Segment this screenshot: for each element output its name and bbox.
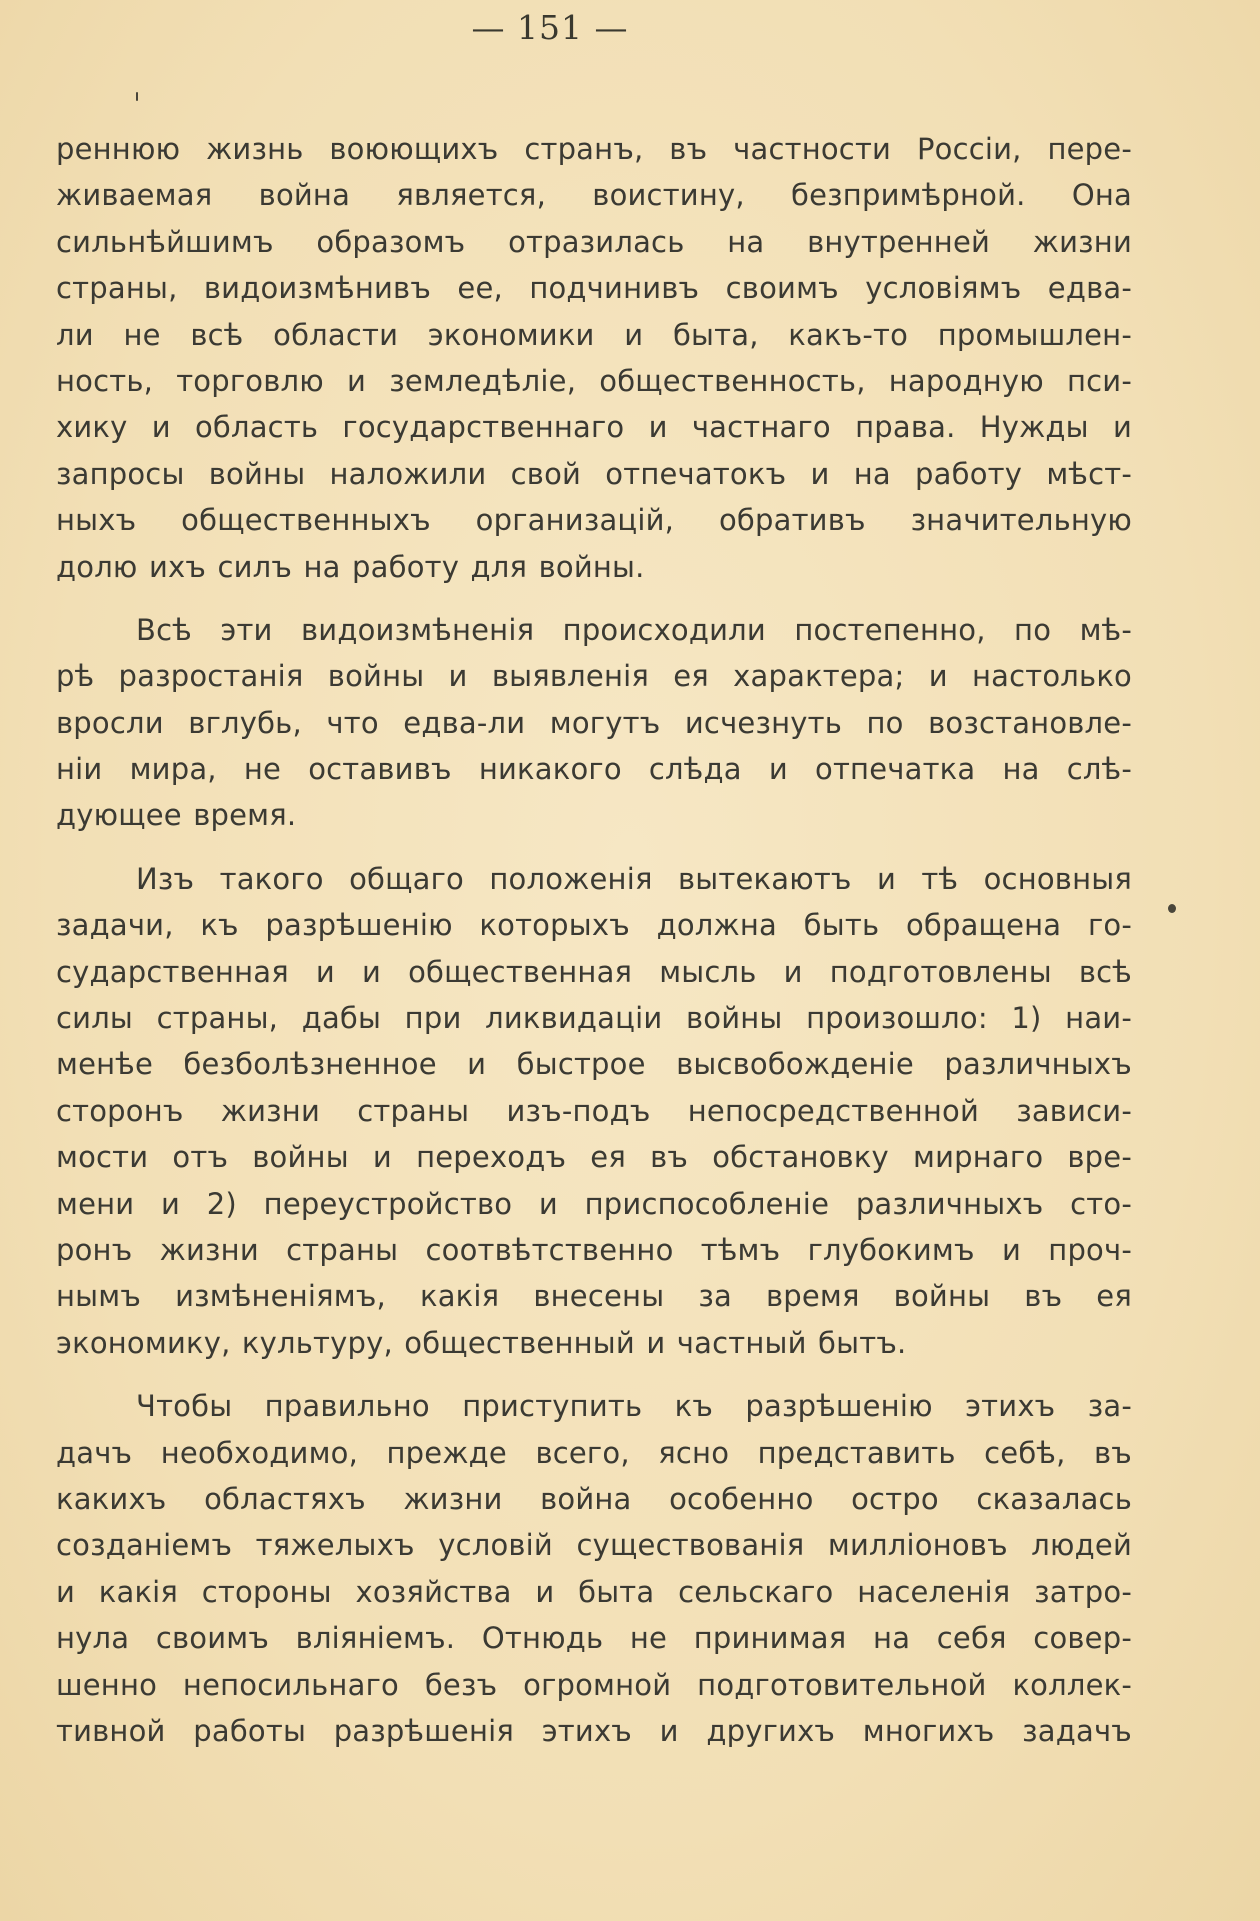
text-line: Изъ такого общаго положенія вытекаютъ и тѣ основныя xyxy=(136,861,1132,896)
body-text xyxy=(56,126,1132,1754)
text-line: ныхъ общественныхъ организацій, обративъ значительную xyxy=(56,503,1132,538)
text-line: ность, торговлю и земледѣліе, общественность, народную пси- xyxy=(56,363,1132,398)
text-line: ронъ жизни страны соотвѣтственно тѣмъ глубокимъ и проч- xyxy=(56,1232,1132,1267)
text-line: хику и область государственнаго и частнаго права. Нужды и xyxy=(56,410,1132,445)
text-line: и какія стороны хозяйства и быта сельскаго населенія затро- xyxy=(56,1574,1132,1609)
text-line: ніи мира, не оставивъ никакого слѣда и отпечатка на слѣ- xyxy=(56,752,1132,787)
text-line: страны, видоизмѣнивъ ее, подчинивъ своимъ условіямъ едва- xyxy=(56,271,1132,306)
text-line: живаемая война является, воистину, безпримѣрной. Она xyxy=(56,178,1132,213)
ink-speck xyxy=(136,92,138,101)
text-line: менѣе безболѣзненное и быстрое высвобожденіе различныхъ xyxy=(56,1047,1132,1082)
text-line: какихъ областяхъ жизни война особенно остро сказалась xyxy=(56,1481,1132,1516)
text-line: ли не всѣ области экономики и быта, какъ-то промышлен- xyxy=(56,317,1132,352)
ink-speck xyxy=(1168,904,1176,913)
text-line: дачъ необходимо, прежде всего, ясно представить себѣ, въ xyxy=(56,1435,1132,1470)
page-number: — 151 — xyxy=(471,8,629,47)
paragraph-2 xyxy=(56,607,1132,839)
text-line: нымъ измѣненіямъ, какія внесены за время войны въ ея xyxy=(56,1279,1132,1314)
paragraph-1 xyxy=(56,126,1132,590)
text-line: шенно непосильнаго безъ огромной подготовительной коллек- xyxy=(56,1667,1132,1702)
text-line: Всѣ эти видоизмѣненія происходили постепенно, по мѣ- xyxy=(136,612,1132,647)
text-line: сударственная и и общественная мысль и подготовлены всѣ xyxy=(56,954,1132,989)
text-line: созданіемъ тяжелыхъ условій существованія милліоновъ людей xyxy=(56,1528,1132,1563)
text-line: задачи, къ разрѣшенію которыхъ должна быть обращена го- xyxy=(56,908,1132,943)
text-line: нула своимъ вліяніемъ. Отнюдь не принимая на себя совер- xyxy=(56,1621,1132,1656)
text-line: вросли вглубь, что едва-ли могутъ исчезнуть по возстановле- xyxy=(56,705,1132,740)
text-line: запросы войны наложили свой отпечатокъ и на работу мѣст- xyxy=(56,456,1132,491)
text-line: экономику, культуру, общественный и частный бытъ. xyxy=(56,1325,907,1360)
text-line: долю ихъ силъ на работу для войны. xyxy=(56,549,645,584)
text-line: мости отъ войны и переходъ ея въ обстановку мирнаго вре- xyxy=(56,1140,1132,1175)
text-line: Чтобы правильно приступить къ разрѣшенію этихъ за- xyxy=(136,1389,1132,1424)
text-line: дующее время. xyxy=(56,798,297,833)
text-line: сторонъ жизни страны изъ-подъ непосредственной зависи- xyxy=(56,1093,1132,1128)
paragraph-4 xyxy=(56,1383,1132,1754)
text-line: сильнѣйшимъ образомъ отразилась на внутренней жизни xyxy=(56,224,1132,259)
text-line: тивной работы разрѣшенія этихъ и другихъ многихъ задачъ xyxy=(56,1713,1132,1748)
text-line: силы страны, дабы при ликвидаціи войны произошло: 1) наи- xyxy=(56,1001,1132,1036)
text-line: реннюю жизнь воюющихъ странъ, въ частности Россіи, пере- xyxy=(56,132,1132,166)
text-line: мени и 2) переустройство и приспособленіе различныхъ сто- xyxy=(56,1186,1132,1221)
text-line: рѣ разростанія войны и выявленія ея характера; и настолько xyxy=(56,659,1132,694)
paragraph-3 xyxy=(56,856,1132,1366)
